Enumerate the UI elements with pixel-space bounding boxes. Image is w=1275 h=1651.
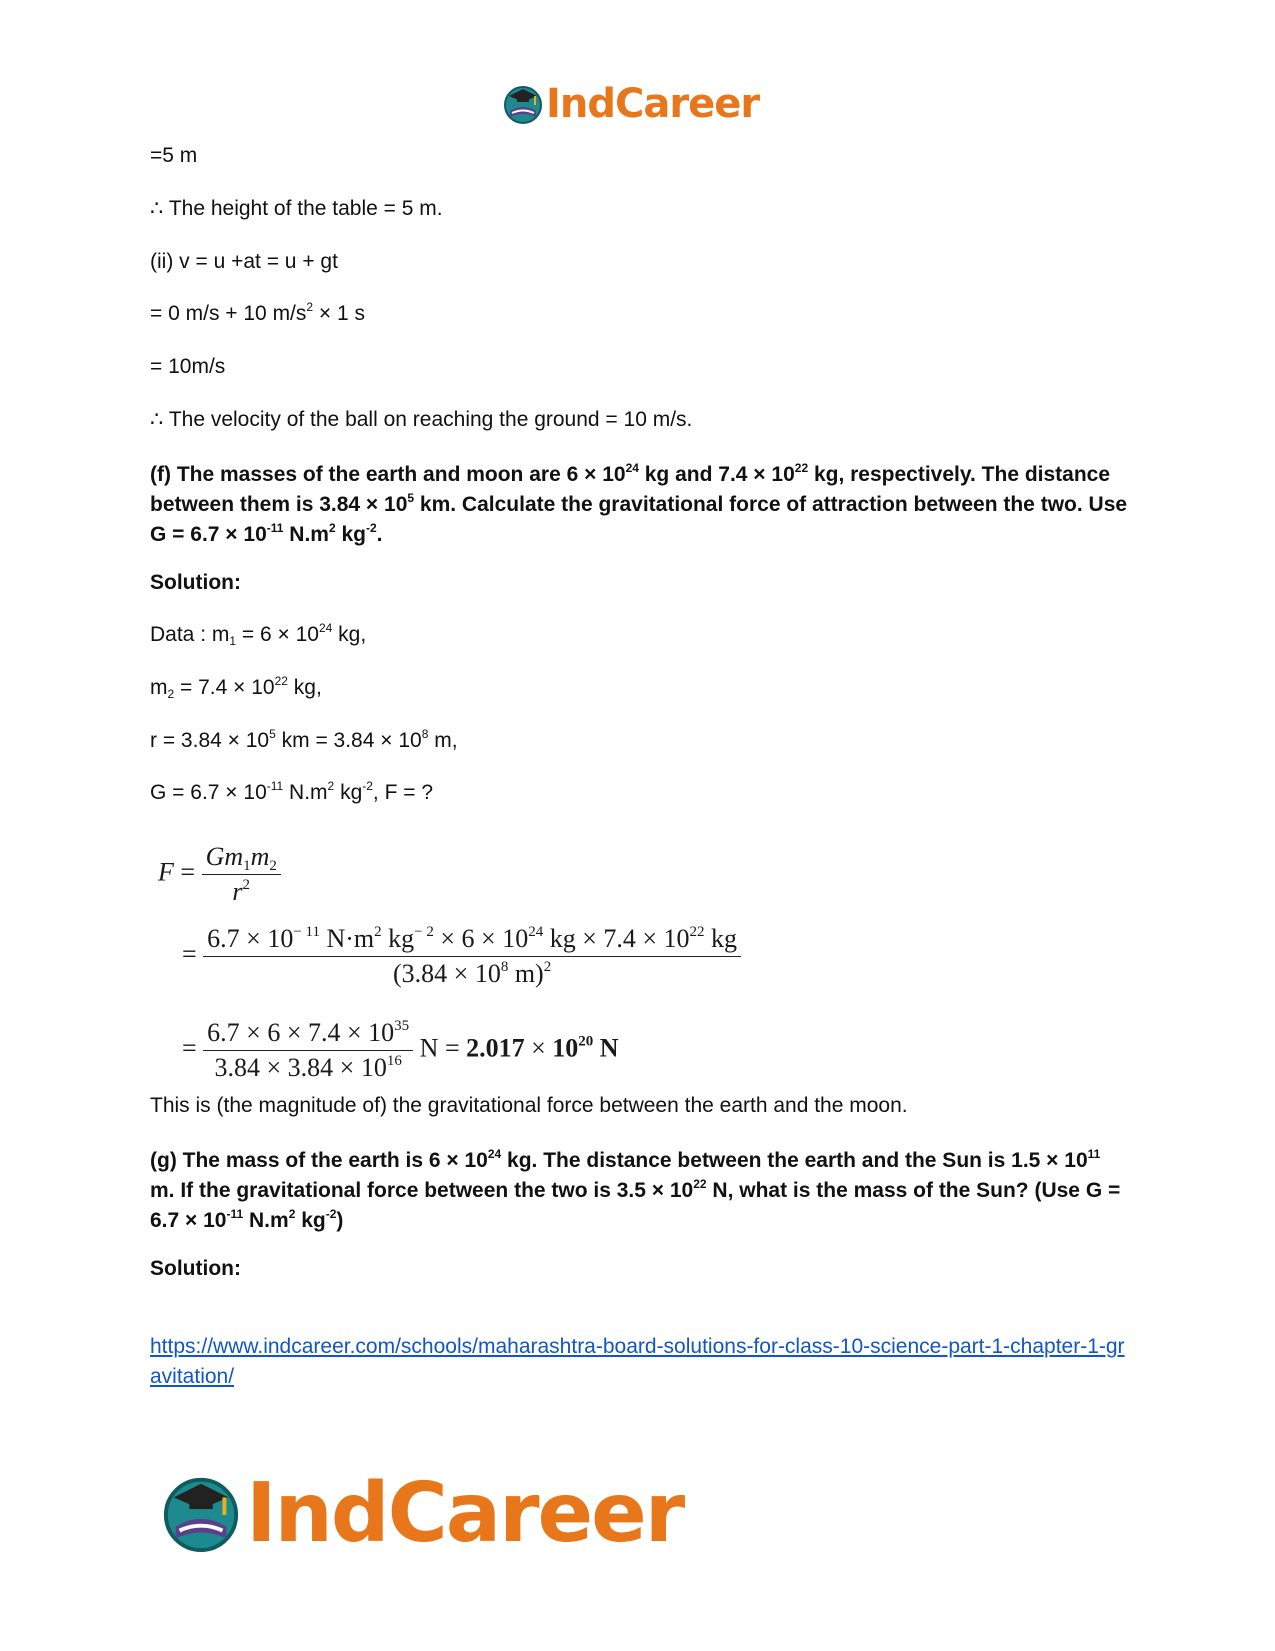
question-f: (f) The masses of the earth and moon are $6 \times 10^{24}$ kg and $7.4 \times 10^{22}$ kg, respectively. The distance between them is $3.84 \times 10^5$ km. Calculate the gravitational force of attraction between the two. Use $G = 6.7 \times 10^{-11}$ $N.m^2$ $kg^{-2}$. (150, 461, 1128, 546)
data-line: Data : $m_1 = 6 \times 10^{24}$ kg, (150, 621, 367, 648)
equation-substitution: = $\frac{6.7 \times 10^{- 11} N\cdot m^2 kg^{- 2} \times 6 \times 10^{24} kg \times 7.4 \times 10^{22} kg}{(3.84 \times 10^8 m)^2}$ (182, 924, 741, 989)
brand-name: IndCareer (546, 81, 760, 127)
text-line: (ii) v = u +at = u + gt (150, 250, 338, 273)
text-line: =5 m (150, 144, 198, 167)
solution-heading-2: Solution: (150, 1257, 241, 1280)
brand-name-footer: IndCareer (246, 1465, 684, 1561)
equation-result: = $\frac{6.7 \times 6 \times 7.4 \times 10^{35}}{3.84 \times 3.84 \times 10^{16}}$ $N = 2.017 \times 10^{20}$ N (182, 1018, 619, 1082)
footer-logo (160, 1465, 684, 1561)
equation-formula: F = $\frac{Gm_1m_2}{r^2}$ (158, 842, 281, 907)
graduation-globe-icon (502, 83, 544, 125)
text-line: = 0 m/s + 10 $m/s^2 \times 1$ s (150, 300, 366, 325)
data-line: $r = 3.84 \times 10^5$ km = $3.84 \times 10^8$ m, (150, 727, 458, 752)
graduation-globe-icon (160, 1472, 242, 1554)
text-line: = 10m/s (150, 355, 226, 378)
question-g: (g) The mass of the earth is $6 \times 10^{24}$ kg. The distance between the earth and the Sun is $1.5 \times 10^{11}$ m. If the gravitational force between the two is $3.5 \times 10^{22}$ N, what is the mass of the Sun? (Use $G = 6.7 \times 10^{-11}$ $N.m^2$ $kg^{-2}$) (150, 1147, 1121, 1232)
text-line: ∴ The height of the table = 5 m. (150, 197, 443, 220)
conclusion-text: This is (the magnitude of) the gravitational force between the earth and the moon. (150, 1094, 908, 1117)
source-link[interactable]: https://www.indcareer.com/schools/maharashtra-board-solutions-for-class-10-science-part-1-chapter-1-gravitation/ (150, 1335, 1125, 1388)
text-line: ∴ The velocity of the ball on reaching the ground = 10 m/s. (150, 408, 693, 431)
solution-heading: Solution: (150, 571, 241, 594)
header-logo (502, 80, 759, 128)
data-line: $G = 6.7 \times 10^{-11}$ $N.m^2$ $kg^{-2}$, F = ? (150, 779, 434, 804)
data-line: $m_2 = 7.4 \times 10^{22}$ kg, (150, 674, 322, 701)
